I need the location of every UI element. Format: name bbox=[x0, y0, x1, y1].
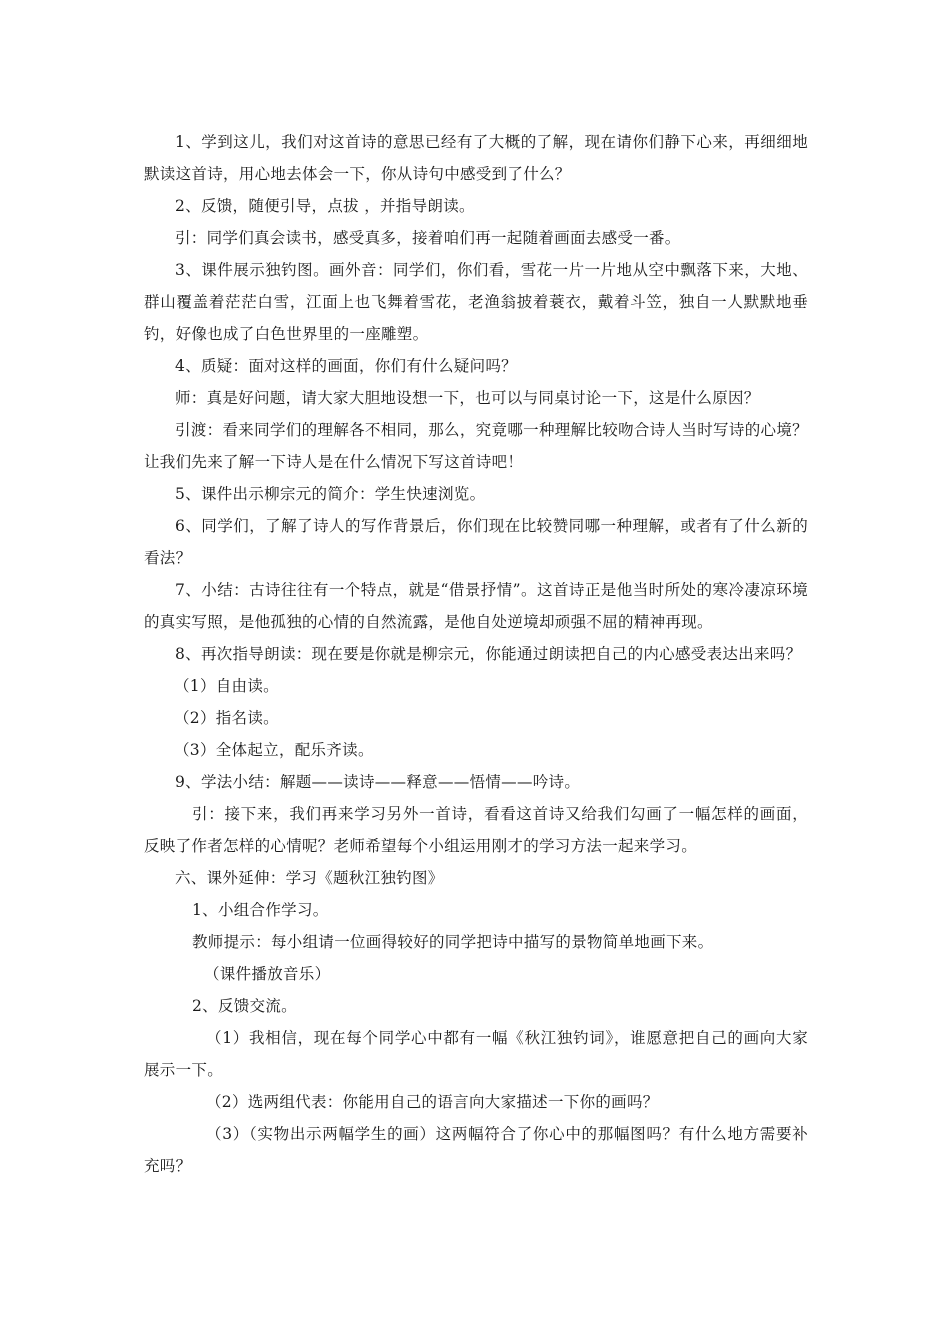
section-heading: 六、课外延伸：学习《题秋江独钓图》 bbox=[175, 869, 444, 887]
sub-item-3: （3）全体起立，配乐齐读。 bbox=[174, 741, 374, 759]
paragraph-2: 2、反馈，随便引导，点拔 ，并指导朗读。 bbox=[175, 197, 475, 215]
paragraph-10: 7、小结：古诗往往有一个特点，就是“借景抒情”。这首诗正是他当时所处的寒冷凄凉环境的真实写照，是他孤独的心情的自然流露，是他自处逆境却顽强不屈的精神再现。 bbox=[144, 581, 808, 631]
paragraph-11: 8、再次指导朗读：现在要是你就是柳宗元，你能通过朗读把自己的内心感受表达出来吗？ bbox=[175, 645, 802, 663]
sub-item-2: （2）指名读。 bbox=[174, 709, 279, 727]
paragraph-8: 5、课件出示柳宗元的简介：学生快速浏览。 bbox=[175, 485, 486, 503]
paragraph-4: 3、课件展示独钓图。画外音：同学们，你们看，雪花一片一片地从空中飘落下来，大地、群山覆盖着茫茫白雪，江面上也飞舞着雪花，老渔翁披着蓑衣，戴着斗笠，独自一人默默地垂钓，好像也成了白色世界里的一座雕塑。 bbox=[144, 261, 808, 343]
sub-item-1: （1）自由读。 bbox=[174, 677, 279, 695]
sub-item-4: （1）我相信，现在每个同学心中都有一幅《秋江独钓词》，谁愿意把自己的画向大家展示一下。 bbox=[144, 1029, 808, 1079]
paragraph-1: 1、学到这儿，我们对这首诗的意思已经有了大概的了解，现在请你们静下心来，再细细地默读这首诗，用心地去体会一下，你从诗句中感受到了什么？ bbox=[144, 133, 808, 183]
sub-item-6: （3）（实物出示两幅学生的画）这两幅符合了你心中的那幅图吗？有什么地方需要补充吗？ bbox=[144, 1125, 808, 1175]
paragraph-14: 1、小组合作学习。 bbox=[192, 901, 329, 919]
paragraph-9: 6、同学们，了解了诗人的写作背景后，你们现在比较赞同哪一种理解，或者有了什么新的看法？ bbox=[144, 517, 808, 567]
paragraph-16: （课件播放音乐） bbox=[204, 965, 331, 983]
document-body bbox=[144, 126, 808, 1182]
paragraph-15: 教师提示：每小组请一位画得较好的同学把诗中描写的景物简单地画下来。 bbox=[192, 933, 714, 951]
sub-item-5: （2）选两组代表：你能用自己的语言向大家描述一下你的画吗？ bbox=[206, 1093, 659, 1111]
paragraph-3: 引：同学们真会读书，感受真多，接着咱们再一起随着画面去感受一番。 bbox=[175, 229, 681, 247]
paragraph-6: 师：真是好问题，请大家大胆地设想一下，也可以与同桌讨论一下，这是什么原因？ bbox=[175, 389, 760, 407]
paragraph-13: 引：接下来，我们再来学习另外一首诗，看看这首诗又给我们勾画了一幅怎样的画面，反映了作者怎样的心情呢？老师希望每个小组运用刚才的学习方法一起来学习。 bbox=[144, 805, 808, 855]
paragraph-12: 9、学法小结：解题——读诗——释意——悟情——吟诗。 bbox=[175, 773, 581, 791]
paragraph-7: 引渡：看来同学们的理解各不相同，那么，究竟哪一种理解比较吻合诗人当时写诗的心境？让我们先来了解一下诗人是在什么情况下写这首诗吧！ bbox=[144, 421, 808, 471]
paragraph-17: 2、反馈交流。 bbox=[192, 997, 297, 1015]
paragraph-5: 4、质疑：面对这样的画面，你们有什么疑问吗？ bbox=[175, 357, 517, 375]
